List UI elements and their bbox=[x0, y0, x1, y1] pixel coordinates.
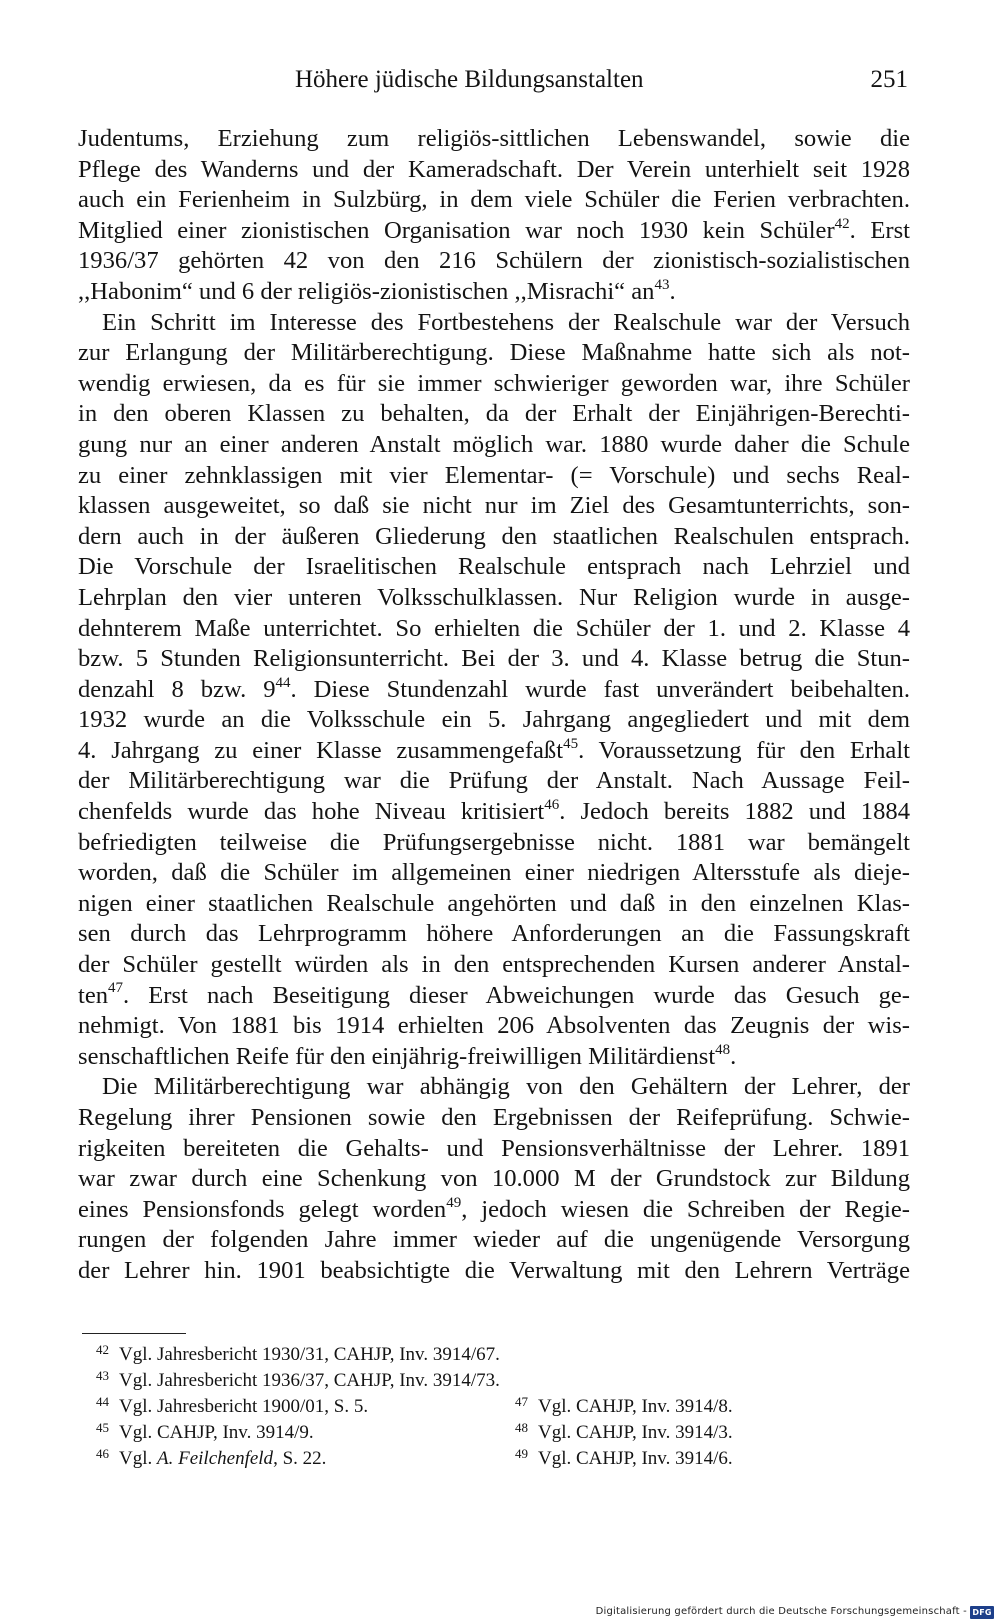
line-text: 4. Jahrgang zu einer Klasse zusammengefaßt bbox=[78, 736, 564, 764]
line-text: ,,Habonim“ und 6 der religiös-zionistischen ,,Misrachi“ an bbox=[78, 277, 655, 305]
text-line bbox=[78, 644, 910, 675]
text-line bbox=[78, 1072, 910, 1103]
footnote-ref: 48 bbox=[715, 1041, 731, 1058]
footnote-separator bbox=[82, 1333, 186, 1334]
digitization-credit bbox=[596, 1604, 994, 1620]
line-text: Regelung ihrer Pensionen sowie den Ergebnissen der Reifeprüfung. Schwie- bbox=[78, 1104, 910, 1131]
line-text: der Schüler gestellt würden als in den entsprechenden Kursen anderer Anstal- bbox=[78, 951, 910, 979]
footnote-text: Vgl. CAHJP, Inv. 3914/6. bbox=[538, 1448, 733, 1469]
line-text: 1932 wurde an die Volksschule ein 5. Jahrgang angegliedert und mit dem bbox=[78, 706, 910, 734]
text-line bbox=[78, 399, 910, 430]
text-line bbox=[78, 461, 910, 492]
text-line bbox=[78, 1225, 910, 1256]
text-line bbox=[78, 552, 910, 583]
text-line bbox=[78, 1164, 910, 1195]
footnote-ref: 46 bbox=[544, 797, 560, 813]
footnote bbox=[515, 1394, 845, 1420]
line-text: senschaftlichen Reife für den einjährig-freiwilligen Militärdienst bbox=[78, 1042, 716, 1070]
footnote-ref: 49 bbox=[446, 1194, 462, 1211]
footnote-number: 45 bbox=[96, 1420, 109, 1435]
footnote-text: Vgl. Jahresbericht 1930/31, CAHJP, Inv. 3914/67. bbox=[119, 1344, 500, 1365]
line-text: in den oberen Klassen zu behalten, da der Erhalt der Einjährigen-Berechti- bbox=[78, 400, 910, 428]
text-line bbox=[78, 705, 910, 736]
text-line bbox=[78, 889, 910, 920]
footnote-number: 48 bbox=[515, 1420, 528, 1435]
text-line bbox=[78, 736, 910, 767]
footnote-text: Vgl. CAHJP, Inv. 3914/8. bbox=[538, 1396, 733, 1417]
line-text: nehmigt. Von 1881 bis 1914 erhielten 206 Absolventen das Zeugnis der wis- bbox=[78, 1012, 910, 1040]
line-text-after-ref: . Jedoch bereits 1882 und 1884 bbox=[559, 798, 910, 826]
line-text: dehnterem Maße unterrichtet. So erhielten die Schüler der 1. und 2. Klasse 4 bbox=[78, 614, 910, 642]
footnote-ref: 44 bbox=[275, 674, 291, 691]
line-text: Ein Schritt im Interesse des Fortbestehens der Realschule war der Versuch bbox=[102, 308, 910, 336]
footnote-number: 47 bbox=[515, 1394, 528, 1409]
footnote-number: 46 bbox=[96, 1446, 109, 1461]
line-text: dern auch in der äußeren Gliederung den staatlichen Realschulen entsprach. bbox=[78, 522, 910, 550]
text-line bbox=[78, 338, 910, 369]
footnote-ref: 45 bbox=[563, 735, 579, 752]
line-text: ten bbox=[78, 981, 109, 1009]
dfg-logo: DFG bbox=[970, 1606, 994, 1619]
footnotes-left-column bbox=[96, 1342, 516, 1472]
page-number: 251 bbox=[870, 66, 908, 93]
line-text: eines Pensionsfonds gelegt worden bbox=[78, 1195, 447, 1223]
footnote-ref: 42 bbox=[834, 215, 850, 232]
footnote-text: Vgl. Jahresbericht 1936/37, CAHJP, Inv. 3914/73. bbox=[119, 1370, 500, 1391]
footnote-number: 42 bbox=[96, 1342, 109, 1357]
line-text: worden, daß die Schüler im allgemeinen einer niedrigen Altersstufe als dieje- bbox=[78, 859, 910, 887]
text-line bbox=[78, 277, 910, 308]
text-line bbox=[78, 308, 910, 339]
text-line bbox=[78, 614, 910, 645]
line-text: der Militärberechtigung war die Prüfung der Anstalt. Nach Aussage Feil- bbox=[78, 767, 910, 795]
line-text: chenfelds wurde das hohe Niveau kritisiert bbox=[78, 798, 545, 826]
text-line bbox=[78, 246, 910, 277]
line-text: gung nur an einer anderen Anstalt möglich war. 1880 wurde daher die Schule bbox=[78, 430, 910, 458]
text-line bbox=[78, 766, 910, 797]
text-line bbox=[78, 797, 910, 828]
footnote bbox=[96, 1446, 516, 1472]
running-head-title: Höhere jüdische Bildungsanstalten bbox=[295, 66, 644, 93]
line-text: war zwar durch eine Schenkung von 10.000 M der Grundstock zur Bildung bbox=[78, 1165, 910, 1193]
line-text: sen durch das Lehrprogramm höhere Anforderungen an die Fassungskraft bbox=[78, 920, 910, 948]
footnote-text: Vgl. CAHJP, Inv. 3914/3. bbox=[538, 1422, 733, 1443]
line-text: denzahl 8 bzw. 9 bbox=[78, 675, 276, 703]
line-text: bzw. 5 Stunden Religionsunterricht. Bei der 3. und 4. Klasse betrug die Stun- bbox=[78, 645, 910, 673]
text-line bbox=[78, 124, 910, 155]
footnote-prefix: Vgl. bbox=[119, 1448, 157, 1469]
line-text-after-ref: . Diese Stundenzahl wurde fast unverändert beibehalten. bbox=[290, 675, 910, 703]
line-text: 1936/37 gehörten 42 von den 216 Schülern der zionistisch-sozialistischen bbox=[78, 247, 910, 275]
footnote-text: , S. 22. bbox=[273, 1448, 327, 1469]
line-text-after-ref: , jedoch wiesen die Schreiben der Regie- bbox=[461, 1195, 910, 1223]
line-text: der Lehrer hin. 1901 beabsichtigte die Verwaltung mit den Lehrern Verträge bbox=[78, 1256, 910, 1284]
text-line bbox=[78, 1134, 910, 1165]
line-text: zur Erlangung der Militärberechtigung. Diese Maßnahme hatte sich als not- bbox=[78, 339, 910, 367]
line-text: nigen einer staatlichen Realschule angehörten und daß in den einzelnen Klas- bbox=[78, 889, 910, 917]
footnote bbox=[515, 1420, 845, 1446]
line-text: Judentums, Erziehung zum religiös-sittlichen Lebenswandel, sowie die bbox=[78, 125, 910, 152]
footnote-number: 43 bbox=[96, 1368, 109, 1383]
footnote-number: 44 bbox=[96, 1394, 109, 1409]
text-line bbox=[78, 1195, 910, 1226]
footnotes-right-column bbox=[515, 1342, 845, 1472]
text-line bbox=[78, 981, 910, 1012]
footnote bbox=[515, 1446, 845, 1472]
line-text: klassen ausgeweitet, so daß sie nicht nur im Ziel des Gesamtunterrichts, son- bbox=[78, 492, 910, 520]
footnote-text: Vgl. CAHJP, Inv. 3914/9. bbox=[119, 1422, 314, 1443]
footnote bbox=[96, 1420, 516, 1446]
footnote-author: A. Feilchenfeld bbox=[157, 1448, 274, 1469]
line-text-after-ref: . bbox=[730, 1042, 737, 1070]
line-text: rungen der folgenden Jahre immer wieder auf die ungenügende Versorgung bbox=[78, 1226, 910, 1254]
text-line bbox=[78, 1011, 910, 1042]
text-line bbox=[78, 1103, 910, 1134]
footnote-number: 49 bbox=[515, 1446, 528, 1461]
text-line bbox=[78, 430, 910, 461]
text-line bbox=[78, 1042, 910, 1073]
text-line bbox=[78, 185, 910, 216]
footnote bbox=[96, 1368, 516, 1394]
line-text-after-ref: . Erst bbox=[849, 216, 910, 244]
text-line bbox=[78, 919, 910, 950]
text-line bbox=[78, 675, 910, 706]
text-line bbox=[78, 522, 910, 553]
line-text: Lehrplan den vier unteren Volksschulklassen. Nur Religion wurde in ausge- bbox=[78, 583, 910, 611]
footnote bbox=[96, 1394, 516, 1420]
text-line bbox=[78, 369, 910, 400]
footnote bbox=[96, 1342, 516, 1368]
text-line bbox=[78, 491, 910, 522]
text-line bbox=[78, 828, 910, 859]
footnote-ref: 43 bbox=[654, 276, 670, 293]
text-line bbox=[78, 950, 910, 981]
body-text bbox=[78, 124, 910, 1287]
text-line bbox=[78, 1256, 910, 1287]
text-line bbox=[78, 216, 910, 247]
running-head bbox=[78, 66, 910, 102]
text-line bbox=[78, 583, 910, 614]
line-text: befriedigten teilweise die Prüfungsergebnisse nicht. 1881 war bemängelt bbox=[78, 828, 910, 856]
line-text-after-ref: . Voraussetzung für den Erhalt bbox=[578, 736, 910, 764]
footnote-ref: 47 bbox=[108, 980, 124, 997]
line-text: Mitglied einer zionistischen Organisation war noch 1930 kein Schüler bbox=[78, 216, 835, 244]
line-text-after-ref: . bbox=[669, 277, 676, 305]
line-text-after-ref: . Erst nach Beseitigung dieser Abweichungen wurde das Gesuch ge- bbox=[123, 981, 910, 1009]
footnote-text: Vgl. Jahresbericht 1900/01, S. 5. bbox=[119, 1396, 369, 1417]
line-text: Die Militärberechtigung war abhängig von den Gehältern der Lehrer, der bbox=[102, 1073, 910, 1101]
line-text: Pflege des Wanderns und der Kameradschaft. Der Verein unterhielt seit 1928 bbox=[78, 155, 910, 183]
line-text: zu einer zehnklassigen mit vier Elementar- (= Vorschule) und sechs Real- bbox=[78, 461, 910, 489]
line-text: wendig erwiesen, da es für sie immer schwieriger geworden war, ihre Schüler bbox=[78, 369, 910, 397]
line-text: auch ein Ferienheim in Sulzbürg, in dem viele Schüler die Ferien verbrachten. bbox=[78, 186, 910, 214]
text-line bbox=[78, 858, 910, 889]
credit-text: Digitalisierung gefördert durch die Deutsche Forschungsgemeinschaft - bbox=[595, 1606, 967, 1617]
line-text: Die Vorschule der Israelitischen Realschule entsprach nach Lehrziel und bbox=[78, 553, 910, 581]
text-line bbox=[78, 155, 910, 186]
line-text: rigkeiten bereiteten die Gehalts- und Pensionsverhältnisse der Lehrer. 1891 bbox=[78, 1134, 910, 1162]
